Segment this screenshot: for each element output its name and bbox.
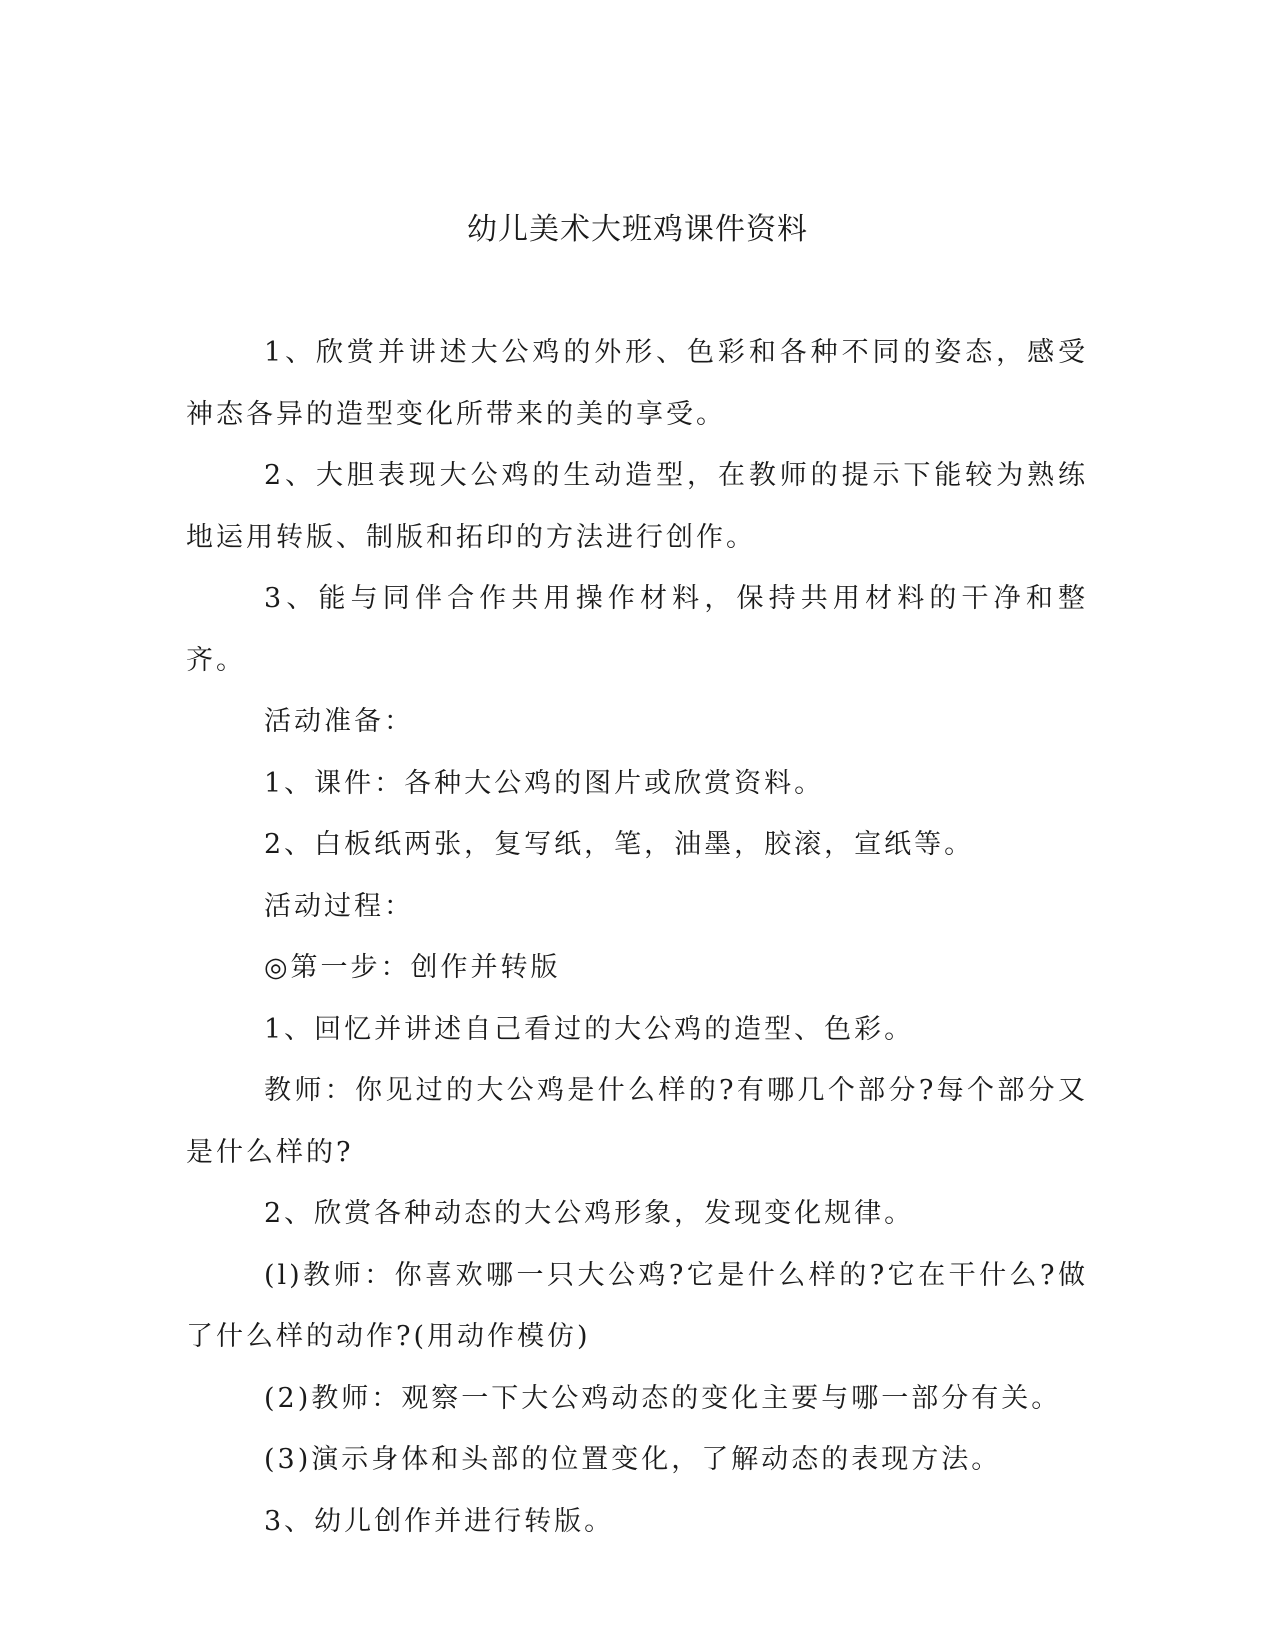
paragraph-step-1-3: 3、幼儿创作并进行转版。 xyxy=(264,1505,615,1537)
section-heading-preparation: 活动准备： xyxy=(264,706,414,737)
paragraph-sub-2: (2)教师：观察一下大公鸡动态的变化主要与哪一部分有关。 xyxy=(264,1382,1062,1414)
paragraph-objective-2: 2、大胆表现大公鸡的生动造型，在教师的提示下能较为熟练地运用转版、制版和拓印的方法进行创作。 xyxy=(186,460,1088,553)
document-title: 幼儿美术大班鸡课件资料 xyxy=(467,212,808,247)
document-body xyxy=(186,322,1088,1552)
paragraph-objective-3: 3、能与同伴合作共用操作材料，保持共用材料的干净和整齐。 xyxy=(186,583,1088,676)
paragraph-step-1-1: 1、回忆并讲述自己看过的大公鸡的造型、色彩。 xyxy=(264,1013,915,1045)
step-heading-1: ◎第一步：创作并转版 xyxy=(264,952,561,983)
paragraph-sub-1: (l)教师：你喜欢哪一只大公鸡?它是什么样的?它在干什么?做了什么样的动作?(用动作模仿) xyxy=(186,1259,1088,1352)
section-heading-process: 活动过程： xyxy=(264,890,414,922)
paragraph-teacher-question-1: 教师：你见过的大公鸡是什么样的?有哪几个部分?每个部分又是什么样的? xyxy=(186,1075,1088,1168)
paragraph-step-1-2: 2、欣赏各种动态的大公鸡形象，发现变化规律。 xyxy=(264,1198,915,1229)
paragraph-sub-3: (3)演示身体和头部的位置变化，了解动态的表现方法。 xyxy=(264,1444,1002,1475)
paragraph-preparation-1: 1、课件：各种大公鸡的图片或欣赏资料。 xyxy=(264,767,825,799)
paragraph-preparation-2: 2、白板纸两张，复写纸，笔，油墨，胶滚，宣纸等。 xyxy=(264,829,975,860)
paragraph-objective-1: 1、欣赏并讲述大公鸡的外形、色彩和各种不同的姿态，感受神态各异的造型变化所带来的美的享受。 xyxy=(186,337,1088,430)
